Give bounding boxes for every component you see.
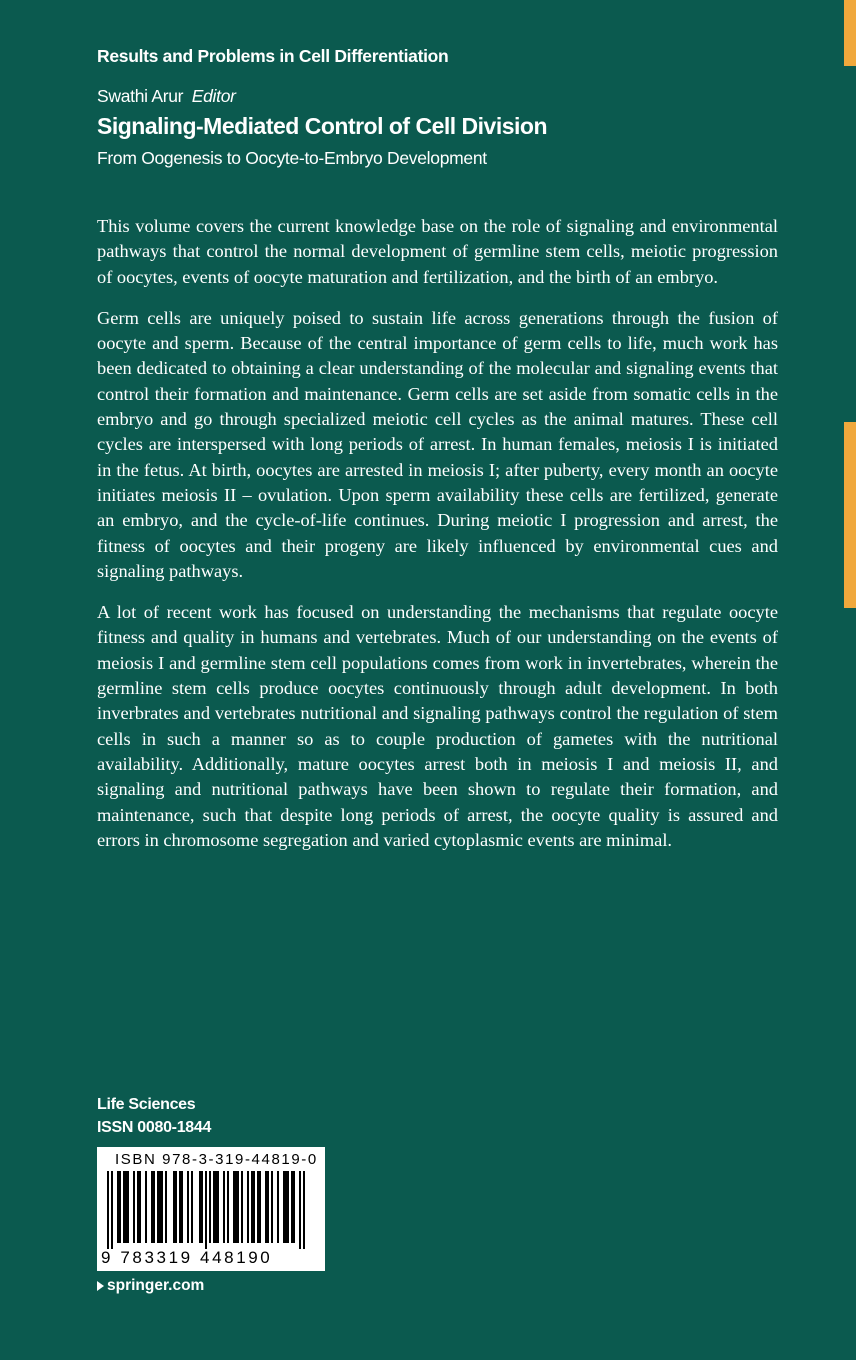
barcode-bar <box>291 1171 295 1243</box>
barcode-bar <box>265 1171 269 1243</box>
barcode-bar <box>187 1171 189 1243</box>
barcode-bar <box>173 1171 177 1243</box>
barcode-bar <box>133 1171 135 1243</box>
barcode-bar <box>151 1171 155 1243</box>
arrow-right-icon <box>97 1281 104 1291</box>
barcode-icon <box>107 1171 315 1251</box>
blurb-paragraph: This volume covers the current knowledge base on the role of signaling and environmental pathways that control the normal development of germline stem cells, meiotic progression of oocytes, events of oocyte maturation and fertilization, and the birth of an embryo. <box>97 216 778 287</box>
book-title: Signaling-Mediated Control of Cell Division <box>97 113 548 139</box>
series-title: Results and Problems in Cell Differentiation <box>97 46 449 66</box>
issn-label: ISSN 0080-1844 <box>97 1119 212 1136</box>
barcode-bar <box>223 1171 225 1243</box>
barcode-bar <box>205 1171 207 1249</box>
barcode-bar <box>137 1171 141 1243</box>
barcode-bar <box>299 1171 301 1249</box>
barcode-bar <box>157 1171 163 1243</box>
accent-bar-top <box>844 0 856 66</box>
barcode-bar <box>111 1171 113 1249</box>
accent-bar-middle <box>844 422 856 608</box>
barcode-bar <box>233 1171 239 1243</box>
barcode-bar <box>283 1171 289 1243</box>
editor-role: Editor <box>191 86 236 106</box>
isbn-label: ISBN 978-3-319-44819-0 <box>115 1151 318 1168</box>
blurb-paragraph: A lot of recent work has focused on understanding the mechanisms that regulate oocyte fitness and quality in humans and vertebrates. Much of our understanding on the events of meiosis I and germline stem cell populations comes from work in invertebrates, wherein the germline stem cells produce oocytes continuously through adult development. In both inverbrates and vertebrates nutritional and signaling pathways control the regulation of stem cells in such a manner so as to couple production of gametes with the nutritional availability. Additionally, mature oocytes arrest both in meiosis I and meiosis II, and signaling and nutritional pathways have been shown to regulate their formation, and maintenance, such that despite long periods of arrest, the oocyte quality is assured and errors in chromosome segregation and varied cytoplasmic events are minimal. <box>97 602 778 850</box>
barcode-bar <box>123 1171 129 1243</box>
barcode-bar <box>271 1171 273 1243</box>
barcode-bar <box>247 1171 249 1243</box>
editor-name: Swathi Arur <box>97 86 184 106</box>
barcode-bar <box>165 1171 167 1243</box>
barcode-bar <box>179 1171 183 1243</box>
book-subtitle: From Oogenesis to Oocyte-to-Embryo Development <box>97 148 487 168</box>
barcode-bar <box>209 1171 211 1243</box>
editor-line <box>97 86 236 107</box>
barcode-bar <box>107 1171 109 1249</box>
barcode-bar <box>251 1171 255 1243</box>
subject-label: Life Sciences <box>97 1096 196 1113</box>
barcode-bar <box>213 1171 219 1243</box>
barcode-bar <box>227 1171 229 1243</box>
barcode-bar <box>191 1171 193 1243</box>
barcode-bar <box>257 1171 261 1243</box>
barcode-bar <box>241 1171 243 1243</box>
blurb-text <box>97 214 778 869</box>
barcode-bar <box>145 1171 147 1243</box>
ean-digits: 9 783319 448190 <box>101 1248 273 1267</box>
blurb-paragraph: Germ cells are uniquely poised to sustain life across generations through the fusion of oocyte and sperm. Because of the central importance of germ cells to life, much work has been dedicated to obtaining a clear understanding of the molecular and signaling events that control their formation and maintenance. Germ cells are set aside from somatic cells in the embryo and go through specialized meiotic cell cycles as the animal matures. These cell cycles are interspersed with long periods of arrest. In human females, meiosis I is initiated in the fetus. At birth, oocytes are arrested in meiosis I; after puberty, every month an oocyte initiates meiosis II – ovulation. Upon sperm availability these cells are fertilized, generate an embryo, and the cycle-of-life continues. During meiotic I progression and arrest, the fitness of oocytes and their progeny are likely influenced by environmental cues and signaling pathways. <box>97 307 778 581</box>
barcode-bar <box>277 1171 279 1243</box>
barcode-box <box>97 1147 325 1271</box>
publisher-link[interactable] <box>97 1277 204 1295</box>
barcode-bar <box>117 1171 121 1243</box>
barcode-bar <box>303 1171 305 1249</box>
barcode-bar <box>199 1171 203 1243</box>
publisher-url[interactable]: springer.com <box>107 1277 205 1294</box>
